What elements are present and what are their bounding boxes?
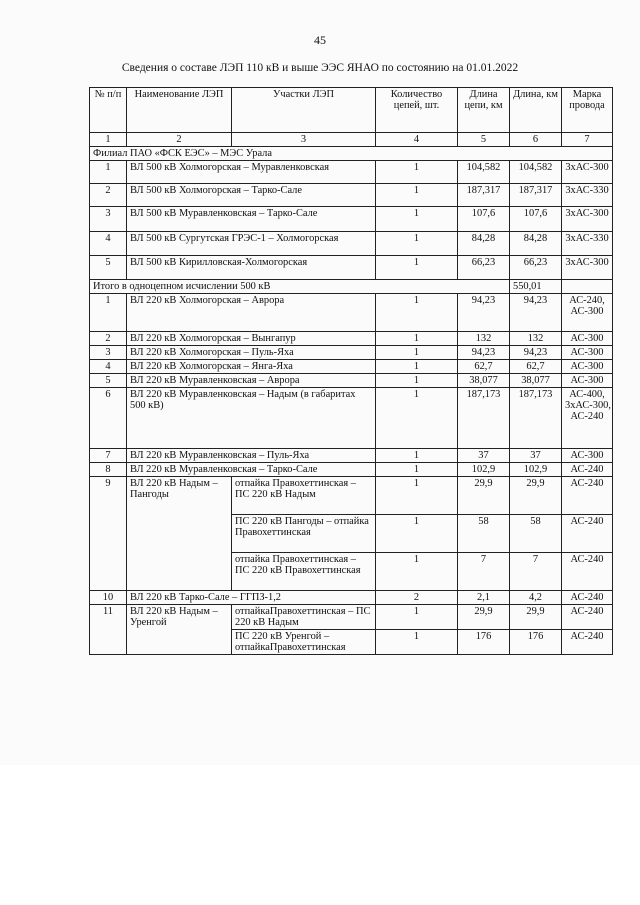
line-length: 94,23 — [510, 294, 562, 332]
circuits-count: 1 — [376, 630, 458, 655]
circuit-length: 187,173 — [458, 388, 510, 449]
table-row — [90, 294, 613, 332]
wire-brand: АС-240 — [562, 553, 613, 591]
table-row — [90, 449, 613, 463]
line-name: ВЛ 220 кВ Муравленковская – Тарко-Сале — [127, 463, 376, 477]
line-name: ВЛ 220 кВ Муравленковская – Надым (в габаритах 500 кВ) — [127, 388, 376, 449]
wire-brand: АС-300 — [562, 360, 613, 374]
wire-brand: АС-240 — [562, 463, 613, 477]
col-number: 3 — [232, 133, 376, 147]
wire-brand: АС-300 — [562, 449, 613, 463]
circuits-count: 1 — [376, 477, 458, 515]
circuits-count: 1 — [376, 374, 458, 388]
circuit-length: 94,23 — [458, 346, 510, 360]
line-number: 1 — [90, 161, 127, 184]
line-name: ВЛ 220 кВ Муравленковская – Аврора — [127, 374, 376, 388]
wire-brand: 3хАС-330 — [562, 184, 613, 207]
wire-brand: АС-400, 3хАС-300, АС-240 — [562, 388, 613, 449]
line-length: 38,077 — [510, 374, 562, 388]
circuits-count: 1 — [376, 346, 458, 360]
header-circuit-length: Длина цепи, км — [458, 88, 510, 133]
table-row — [90, 605, 613, 630]
header-wire: Марка провода — [562, 88, 613, 133]
wire-brand: АС-300 — [562, 374, 613, 388]
line-name: ВЛ 220 кВ Тарко-Сале – ГГПЗ-1,2 — [127, 591, 376, 605]
line-number: 9 — [90, 477, 127, 591]
line-length: 4,2 — [510, 591, 562, 605]
col-number: 2 — [127, 133, 232, 147]
total-row — [90, 280, 613, 294]
table-row — [90, 184, 613, 207]
line-length: 84,28 — [510, 232, 562, 256]
line-number: 3 — [90, 207, 127, 232]
circuits-count: 1 — [376, 360, 458, 374]
header-num: № п/п — [90, 88, 127, 133]
circuits-count: 1 — [376, 232, 458, 256]
circuit-length: 2,1 — [458, 591, 510, 605]
wire-brand: 3хАС-300 — [562, 161, 613, 184]
col-number: 5 — [458, 133, 510, 147]
line-name: ВЛ 220 кВ Холмогорская – Пуль-Яха — [127, 346, 376, 360]
line-number: 1 — [90, 294, 127, 332]
header-length: Длина, км — [510, 88, 562, 133]
circuit-length: 58 — [458, 515, 510, 553]
circuit-length: 62,7 — [458, 360, 510, 374]
wire-brand: АС-300 — [562, 346, 613, 360]
circuit-length: 107,6 — [458, 207, 510, 232]
line-name: ВЛ 220 кВ Надым – Уренгой — [127, 605, 232, 655]
line-length: 7 — [510, 553, 562, 591]
line-name: ВЛ 220 кВ Холмогорская – Аврора — [127, 294, 376, 332]
circuits-count: 2 — [376, 591, 458, 605]
circuit-length: 37 — [458, 449, 510, 463]
circuit-length: 102,9 — [458, 463, 510, 477]
line-length: 66,23 — [510, 256, 562, 280]
line-length: 58 — [510, 515, 562, 553]
line-name: ВЛ 500 кВ Муравленковская – Тарко-Сале — [127, 207, 376, 232]
line-name: ВЛ 500 кВ Холмогорская – Тарко-Сале — [127, 184, 376, 207]
circuit-length: 29,9 — [458, 605, 510, 630]
wire-brand: 3хАС-330 — [562, 232, 613, 256]
circuits-count: 1 — [376, 256, 458, 280]
line-length: 107,6 — [510, 207, 562, 232]
circuit-length: 132 — [458, 332, 510, 346]
table-body — [90, 88, 613, 655]
line-number: 8 — [90, 463, 127, 477]
line-name: ВЛ 220 кВ Холмогорская – Вынгапур — [127, 332, 376, 346]
line-name: ВЛ 500 кВ Сургутская ГРЭС-1 – Холмогорская — [127, 232, 376, 256]
circuits-count: 1 — [376, 553, 458, 591]
wire-brand: АС-240, АС-300 — [562, 294, 613, 332]
line-section: отпайкаПравохеттинская – ПС 220 кВ Надым — [232, 605, 376, 630]
line-name: ВЛ 220 кВ Муравленковская – Пуль-Яха — [127, 449, 376, 463]
circuits-count: 1 — [376, 449, 458, 463]
wire-brand: АС-240 — [562, 605, 613, 630]
table-row — [90, 207, 613, 232]
wire-brand: АС-240 — [562, 515, 613, 553]
circuit-length: 176 — [458, 630, 510, 655]
circuits-count: 1 — [376, 294, 458, 332]
line-length: 187,173 — [510, 388, 562, 449]
table-row — [90, 388, 613, 449]
line-number: 4 — [90, 360, 127, 374]
circuits-count: 1 — [376, 605, 458, 630]
line-length: 187,317 — [510, 184, 562, 207]
table-row — [90, 346, 613, 360]
wire-brand: АС-300 — [562, 332, 613, 346]
table-row — [90, 161, 613, 184]
circuit-length: 29,9 — [458, 477, 510, 515]
circuits-count: 1 — [376, 161, 458, 184]
total-empty — [562, 280, 613, 294]
col-number: 7 — [562, 133, 613, 147]
line-length: 176 — [510, 630, 562, 655]
line-length: 62,7 — [510, 360, 562, 374]
line-length: 102,9 — [510, 463, 562, 477]
total-label: Итого в одноцепном исчислении 500 кВ — [90, 280, 510, 294]
circuit-length: 7 — [458, 553, 510, 591]
circuit-length: 66,23 — [458, 256, 510, 280]
table-row — [90, 256, 613, 280]
circuits-count: 1 — [376, 207, 458, 232]
line-name: ВЛ 500 кВ Холмогорская – Муравленковская — [127, 161, 376, 184]
total-value: 550,01 — [510, 280, 562, 294]
line-name: ВЛ 500 кВ Кирилловская-Холмогорская — [127, 256, 376, 280]
branch-row — [90, 147, 613, 161]
circuit-length: 94,23 — [458, 294, 510, 332]
line-number: 7 — [90, 449, 127, 463]
line-length: 132 — [510, 332, 562, 346]
power-lines-table — [89, 87, 613, 655]
wire-brand: АС-240 — [562, 630, 613, 655]
table-row — [90, 374, 613, 388]
line-length: 29,9 — [510, 605, 562, 630]
table-row — [90, 477, 613, 515]
line-number: 4 — [90, 232, 127, 256]
circuit-length: 84,28 — [458, 232, 510, 256]
circuits-count: 1 — [376, 515, 458, 553]
header-name: Наименование ЛЭП — [127, 88, 232, 133]
circuit-length: 104,582 — [458, 161, 510, 184]
circuit-length: 187,317 — [458, 184, 510, 207]
circuits-count: 1 — [376, 463, 458, 477]
line-name: ВЛ 220 кВ Надым – Пангоды — [127, 477, 232, 591]
header-row — [90, 88, 613, 133]
circuits-count: 1 — [376, 388, 458, 449]
col-number: 1 — [90, 133, 127, 147]
branch-title: Филиал ПАО «ФСК ЕЭС» – МЭС Урала — [90, 147, 613, 161]
line-number: 10 — [90, 591, 127, 605]
wire-brand: АС-240 — [562, 591, 613, 605]
line-length: 104,582 — [510, 161, 562, 184]
wire-brand: 3хАС-300 — [562, 256, 613, 280]
wire-brand: АС-240 — [562, 477, 613, 515]
line-section: ПС 220 кВ Уренгой – отпайкаПравохеттинская — [232, 630, 376, 655]
line-number: 11 — [90, 605, 127, 655]
line-length: 94,23 — [510, 346, 562, 360]
line-length: 29,9 — [510, 477, 562, 515]
circuits-count: 1 — [376, 332, 458, 346]
column-number-row — [90, 133, 613, 147]
line-length: 37 — [510, 449, 562, 463]
table-row — [90, 463, 613, 477]
line-number: 3 — [90, 346, 127, 360]
col-number: 6 — [510, 133, 562, 147]
line-number: 6 — [90, 388, 127, 449]
line-number: 2 — [90, 332, 127, 346]
header-section: Участки ЛЭП — [232, 88, 376, 133]
line-section: отпайка Правохеттинская – ПС 220 кВ Правохеттинская — [232, 553, 376, 591]
document-title: Сведения о составе ЛЭП 110 кВ и выше ЭЭС ЯНАО по состоянию на 01.01.2022 — [121, 62, 519, 74]
line-number: 2 — [90, 184, 127, 207]
table-row — [90, 591, 613, 605]
page-number: 45 — [314, 33, 326, 47]
table-row — [90, 232, 613, 256]
table-row — [90, 332, 613, 346]
col-number: 4 — [376, 133, 458, 147]
line-section: ПС 220 кВ Пангоды – отпайка Правохеттинская — [232, 515, 376, 553]
circuits-count: 1 — [376, 184, 458, 207]
header-circuits: Количество цепей, шт. — [376, 88, 458, 133]
line-number: 5 — [90, 256, 127, 280]
wire-brand: 3хАС-300 — [562, 207, 613, 232]
line-name: ВЛ 220 кВ Холмогорская – Янга-Яха — [127, 360, 376, 374]
line-section: отпайка Правохеттинская – ПС 220 кВ Надым — [232, 477, 376, 515]
line-number: 5 — [90, 374, 127, 388]
table-row — [90, 360, 613, 374]
circuit-length: 38,077 — [458, 374, 510, 388]
